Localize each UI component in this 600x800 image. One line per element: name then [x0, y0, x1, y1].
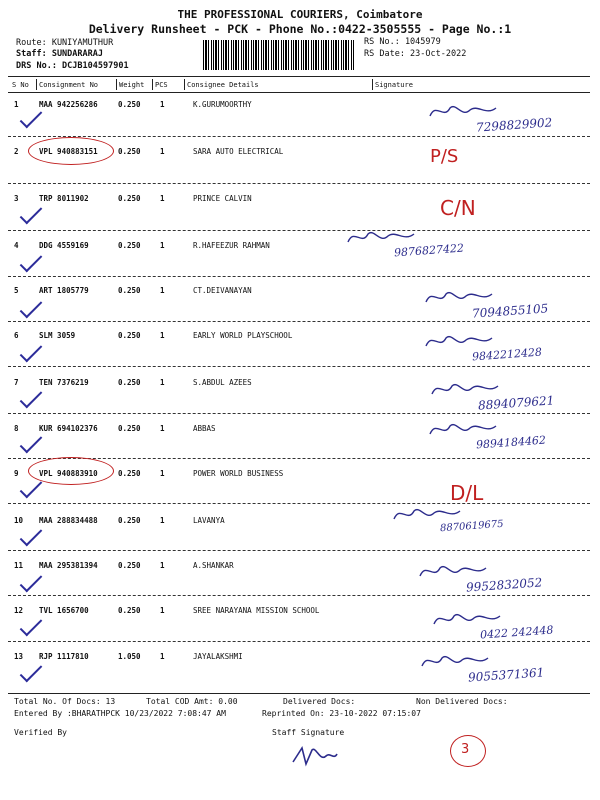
row-separator	[8, 366, 590, 367]
row-consignment: VPL 940883151	[39, 147, 98, 156]
row-weight: 0.250	[118, 606, 141, 615]
table-top-rule	[8, 76, 590, 77]
row-consignment: SLM 3059	[39, 331, 76, 340]
staff-line: Staff: SUNDARARAJ	[16, 49, 103, 59]
row-consignment: MAA 295381394	[39, 561, 98, 570]
row-weight: 0.250	[118, 424, 141, 433]
row-handwritten-note: 7298829902	[475, 115, 553, 135]
check-mark-icon	[20, 296, 43, 319]
row-consignee: PRINCE CALVIN	[193, 194, 252, 203]
row-weight: 0.250	[118, 286, 141, 295]
row-consignee: K.GURUMOORTHY	[193, 100, 252, 109]
total-cod: Total COD Amt: 0.00	[146, 697, 238, 706]
check-mark-icon	[20, 524, 43, 547]
row-consignee: R.HAFEEZUR RAHMAN	[193, 241, 270, 250]
row-sno: 10	[14, 516, 24, 525]
row-handwritten-note: 9055371361	[467, 665, 545, 685]
rs-number: RS No.: 1045979	[364, 37, 441, 47]
row-separator	[8, 230, 590, 231]
row-signature-scrawl	[390, 503, 470, 525]
row-signature-scrawl	[422, 330, 502, 352]
row-weight: 0.250	[118, 147, 141, 156]
route-line: Route: KUNIYAMUTHUR	[16, 38, 114, 48]
check-mark-icon	[20, 106, 43, 129]
row-weight: 0.250	[118, 331, 141, 340]
verified-by: Verified By	[14, 728, 67, 737]
col-header-consignment: Consignment No	[39, 81, 99, 89]
check-mark-icon	[20, 386, 43, 409]
row-sno: 8	[14, 424, 19, 433]
row-signature-scrawl	[426, 100, 506, 122]
row-pcs: 1	[160, 100, 165, 109]
row-sno: 6	[14, 331, 19, 340]
col-header-pcs: PCS	[155, 81, 168, 89]
row-weight: 0.250	[118, 378, 141, 387]
row-consignment: MAA 288834488	[39, 516, 98, 525]
row-weight: 0.250	[118, 469, 141, 478]
row-consignee: S.ABDUL AZEES	[193, 378, 252, 387]
row-consignment: RJP 1117810	[39, 652, 89, 661]
row-weight: 0.250	[118, 194, 141, 203]
footer-rule	[8, 693, 590, 694]
page-mark: 3	[461, 742, 470, 757]
check-mark-icon	[20, 660, 43, 683]
row-sno: 4	[14, 241, 19, 250]
row-sno: 2	[14, 147, 19, 156]
row-consignee: CT.DEIVANAYAN	[193, 286, 252, 295]
row-signature-scrawl	[426, 418, 506, 440]
row-pcs: 1	[160, 516, 165, 525]
row-sno: 13	[14, 652, 24, 661]
row-weight: 0.250	[118, 516, 141, 525]
col-header-sno: S No	[12, 81, 29, 89]
row-separator	[8, 183, 590, 184]
check-mark-icon	[20, 250, 43, 273]
barcode	[203, 40, 355, 70]
row-separator	[8, 595, 590, 596]
col-header-weight: Weight	[119, 81, 145, 89]
entered-by: Entered By :BHARATHPCK 10/23/2022 7:08:47 AM	[14, 709, 226, 718]
delivered-docs: Delivered Docs:	[283, 697, 356, 706]
row-pcs: 1	[160, 606, 165, 615]
staff-signature-label: Staff Signature	[272, 728, 345, 737]
row-pcs: 1	[160, 561, 165, 570]
row-weight: 0.250	[118, 241, 141, 250]
row-sno: 9	[14, 469, 19, 478]
row-handwritten-note: 9876827422	[393, 241, 465, 260]
row-pcs: 1	[160, 331, 165, 340]
row-weight: 0.250	[118, 561, 141, 570]
row-consignee: SREE NARAYANA MISSION SCHOOL	[193, 606, 320, 615]
row-sno: 7	[14, 378, 19, 387]
drs-line: DRS No.: DCJB104597901	[16, 61, 129, 71]
rs-date: RS Date: 23-Oct-2022	[364, 49, 467, 59]
total-docs: Total No. Of Docs: 13	[14, 697, 116, 706]
row-pcs: 1	[160, 652, 165, 661]
row-consignee: LAVANYA	[193, 516, 225, 525]
row-consignee: POWER WORLD BUSINESS	[193, 469, 284, 478]
row-consignment: DDG 4559169	[39, 241, 89, 250]
row-sno: 1	[14, 100, 19, 109]
row-handwritten-note: 7094855105	[471, 301, 549, 321]
row-consignment: TRP 8011902	[39, 194, 89, 203]
row-handwritten-note: 9842212428	[471, 345, 543, 364]
company-name: THE PROFESSIONAL COURIERS, Coimbatore	[177, 8, 423, 21]
row-consignment: KUR 694102376	[39, 424, 98, 433]
row-handwritten-note: 8870619675	[439, 518, 504, 535]
row-handwritten-note: D/L	[450, 481, 484, 505]
reprinted-on: Reprinted On: 23-10-2022 07:15:07	[262, 709, 421, 718]
highlight-oval	[28, 137, 114, 165]
row-separator	[8, 276, 590, 277]
row-sno: 11	[14, 561, 24, 570]
staff-signature-mark	[290, 742, 340, 770]
check-mark-icon	[20, 614, 43, 637]
runsheet-title: Delivery Runsheet - PCK - Phone No.:0422-3505555 - Page No.:1	[88, 22, 512, 36]
row-weight: 1.050	[118, 652, 141, 661]
col-header-consignee: Consignee Details	[187, 81, 259, 89]
non-delivered-docs: Non Delivered Docs:	[416, 697, 508, 706]
row-separator	[8, 641, 590, 642]
row-separator	[8, 550, 590, 551]
row-weight: 0.250	[118, 100, 141, 109]
row-separator	[8, 136, 590, 137]
row-pcs: 1	[160, 194, 165, 203]
check-mark-icon	[20, 202, 43, 225]
row-separator	[8, 413, 590, 414]
row-pcs: 1	[160, 424, 165, 433]
row-separator	[8, 321, 590, 322]
row-handwritten-note: 8894079621	[477, 393, 555, 413]
row-pcs: 1	[160, 286, 165, 295]
row-handwritten-note: 9952832052	[465, 575, 543, 595]
row-consignee: A.SHANKAR	[193, 561, 234, 570]
row-consignee: JAYALAKSHMI	[193, 652, 243, 661]
table-header-rule	[8, 92, 590, 93]
row-sno: 5	[14, 286, 19, 295]
row-signature-scrawl	[430, 608, 510, 630]
row-signature-scrawl	[422, 286, 502, 308]
row-consignment: TEN 7376219	[39, 378, 89, 387]
row-signature-scrawl	[428, 378, 508, 400]
row-consignment: VPL 940883910	[39, 469, 98, 478]
check-mark-icon	[20, 340, 43, 363]
row-signature-scrawl	[416, 560, 496, 582]
row-consignee: EARLY WORLD PLAYSCHOOL	[193, 331, 293, 340]
row-separator	[8, 503, 590, 504]
row-pcs: 1	[160, 241, 165, 250]
row-pcs: 1	[160, 378, 165, 387]
row-sno: 12	[14, 606, 24, 615]
row-handwritten-note: 0422 242448	[479, 623, 554, 642]
check-mark-icon	[20, 431, 43, 454]
row-pcs: 1	[160, 147, 165, 156]
row-consignee: ABBAS	[193, 424, 216, 433]
row-handwritten-note: 9894184462	[475, 433, 547, 452]
row-signature-scrawl	[418, 650, 498, 672]
row-consignee: SARA AUTO ELECTRICAL	[193, 147, 284, 156]
row-consignment: TVL 1656700	[39, 606, 89, 615]
check-mark-icon	[20, 570, 43, 593]
row-pcs: 1	[160, 469, 165, 478]
row-handwritten-note: P/S	[430, 146, 459, 167]
row-consignment: ART 1805779	[39, 286, 89, 295]
row-sno: 3	[14, 194, 19, 203]
highlight-oval	[28, 457, 114, 485]
row-handwritten-note: C/N	[440, 196, 476, 220]
col-header-signature: Signature	[375, 81, 413, 89]
row-consignment: MAA 942256286	[39, 100, 98, 109]
